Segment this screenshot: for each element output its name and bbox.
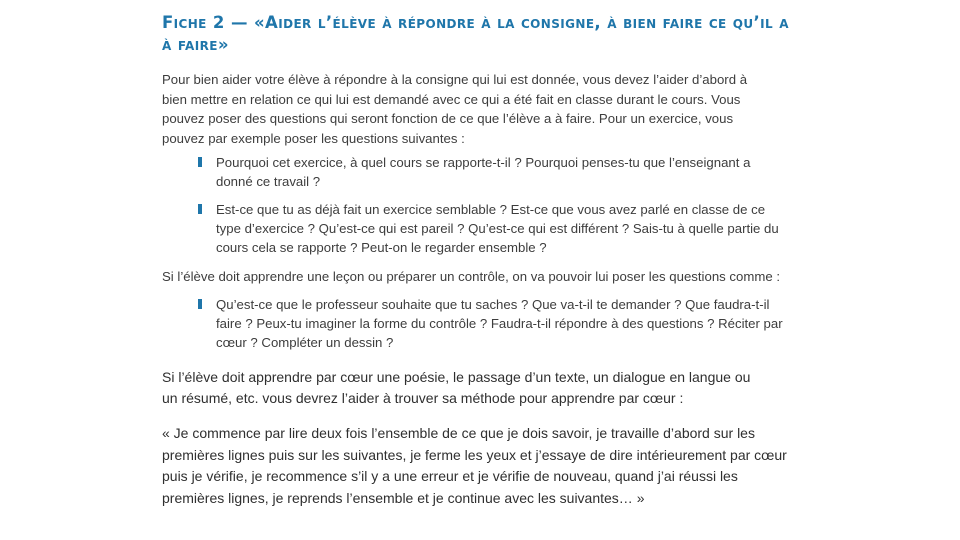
list-item xyxy=(196,153,786,191)
square-bullet-icon xyxy=(198,299,202,309)
exercise-questions-list xyxy=(196,153,786,266)
lesson-questions-list xyxy=(196,295,786,361)
list-item-text: Est-ce que tu as déjà fait un exercice semblable ? Est-ce que vous avez parlé en classe de ce type d’exercice ? Qu’est-ce qui est pareil ? Qu’est-ce qui est différent ? Sais-tu à quelle partie du cours cela se rapporte ? Peut-on le regarder ensemble ? xyxy=(216,202,779,255)
list-item xyxy=(196,295,786,352)
square-bullet-icon xyxy=(198,157,202,167)
quote-paragraph: « Je commence par lire deux fois l’ensemble de ce que je dois savoir, je travaille d’abord sur les premières lignes puis sur les suivantes, je ferme les yeux et j’essaye de dire intérieurement par cœur puis je vérifie, je recommence s’il y a une erreur et je vérifie de nouveau, quand j’ai réussi les premières lignes, je reprends l’ensemble et je continue avec les suivantes… » xyxy=(162,425,787,506)
intro-paragraph: Pour bien aider votre élève à répondre à la consigne qui lui est donnée, vous devez l’aider d’abord à bien mettre en relation ce qui lui est demandé avec ce qui a été fait en classe durant le cours. Vous pouvez poser des questions qui seront fonction de ce que l’élève a à faire. Pour un exercice, vous pouvez par exemple poser les questions suivantes : xyxy=(162,72,748,146)
memorize-paragraph: Si l’élève doit apprendre par cœur une poésie, le passage d’un texte, un dialogue en langue ou un résumé, etc. vous devrez l’aider à trouver sa méthode pour apprendre par cœur : xyxy=(162,369,751,406)
page-title: Fiche 2 — «Aider l’élève à répondre à la consigne, à bien faire ce qu’il a à faire» xyxy=(162,13,789,54)
list-item-text: Qu’est-ce que le professeur souhaite que tu saches ? Que va-t-il te demander ? Que faudra-t-il faire ? Peux-tu imaginer la forme du contrôle ? Faudra-t-il répondre à des questions ? Réciter par cœur ? Compléter un dessin ? xyxy=(216,297,783,350)
square-bullet-icon xyxy=(198,204,202,214)
list-item xyxy=(196,200,786,257)
lesson-paragraph: Si l’élève doit apprendre une leçon ou préparer un contrôle, on va pouvoir lui poser les questions comme : xyxy=(162,269,780,284)
list-item-text: Pourquoi cet exercice, à quel cours se rapporte-t-il ? Pourquoi penses-tu que l’enseignant a donné ce travail ? xyxy=(216,155,751,189)
